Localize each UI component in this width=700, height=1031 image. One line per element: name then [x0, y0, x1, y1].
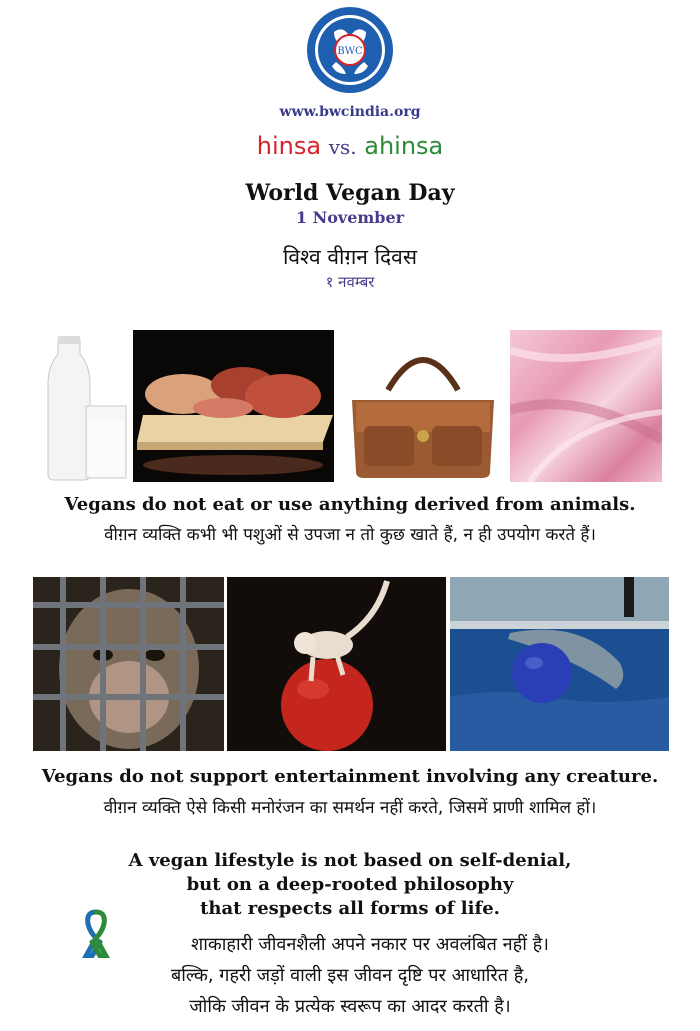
caption-animal-products: Vegans do not eat or use anything derived from animals.	[64, 494, 636, 515]
philosophy-hindi-line-1: शाकाहारी जीवनशैली अपने नकार पर अवलंबित नहीं है।	[191, 934, 549, 955]
tagline-ahinsa: ahinsa	[364, 132, 444, 160]
event-date: 1 November	[295, 208, 405, 227]
philosophy-line-3: that respects all forms of life.	[200, 898, 500, 919]
caged-chimpanzee-photo	[33, 577, 224, 751]
philosophy-line-2: but on a deep-rooted philosophy	[186, 874, 514, 895]
silk-fabric-photo	[510, 330, 662, 482]
philosophy-hindi-line-2: बल्कि, गहरी जड़ों वाली इस जीवन दृष्टि पर आधारित है,	[170, 965, 530, 986]
meat-photo	[133, 330, 334, 482]
bwc-logo-icon	[304, 4, 396, 96]
page-title-hindi: विश्व वीग़न दिवस	[282, 245, 418, 269]
logo-text: BWC	[337, 46, 363, 57]
caption-entertainment: Vegans do not support entertainment involving any creature.	[41, 766, 659, 787]
dolphin-show-photo	[450, 577, 669, 751]
tagline-vs: vs.	[328, 135, 357, 159]
tagline-hinsa: hinsa	[256, 132, 322, 160]
caption-animal-products-hindi: वीग़न व्यक्ति कभी भी पशुओं से उपजा न तो कुछ खाते हैं, न ही उपयोग करते हैं।	[104, 525, 596, 545]
event-date-hindi: १ नवम्बर	[325, 273, 375, 291]
website-url[interactable]: www.bwcindia.org	[279, 104, 421, 120]
circus-cat-ball-photo	[227, 577, 446, 751]
page-title: World Vegan Day	[245, 180, 455, 206]
philosophy-hindi-line-3: जोकि जीवन के प्रत्येक स्वरूप का आदर करती है।	[189, 996, 511, 1017]
tagline	[0, 132, 700, 160]
milk-bottle-photo	[40, 330, 132, 482]
caption-entertainment-hindi: वीग़न व्यक्ति ऐसे किसी मनोरंजन का समर्थन नहीं करते, जिसमें प्राणी शामिल हों।	[103, 798, 597, 818]
philosophy-line-1: A vegan lifestyle is not based on self-denial,	[128, 850, 572, 871]
leather-handbag-photo	[338, 330, 508, 482]
